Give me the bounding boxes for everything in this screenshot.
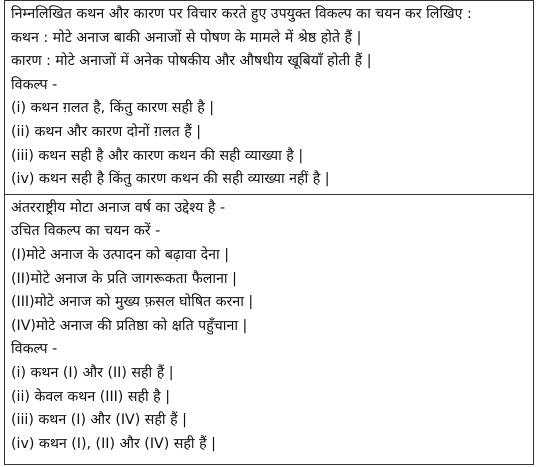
question-1-options-heading: विकल्प - [11, 76, 58, 93]
question-1-reason: कारण : मोटे अनाजों में अनेक पोषकीय और औषधीय खूबियाँ होती हैं | [11, 53, 372, 70]
question-1-option-iii: (iii) कथन सही है और कारण कथन की सही व्याख्या है | [11, 147, 304, 164]
question-2-title: अंतरराष्ट्रीय मोटा अनाज वर्ष का उद्देश्य है - [11, 199, 226, 216]
question-2-statement-2: (II)मोटे अनाज के प्रति जागरूकता फैलाना | [11, 270, 237, 287]
question-row-1 [5, 1, 534, 195]
question-1-option-ii: (ii) कथन और कारण दोनों ग़लत हैं | [11, 123, 202, 140]
question-2-statement-4: (IV)मोटे अनाज की प्रतिष्ठा को क्षति पहुँचाना | [11, 317, 248, 334]
question-2-option-ii: (ii) केवल कथन (III) सही है | [11, 388, 170, 405]
question-1-option-iv: (iv) कथन सही है किंतु कारण कथन की सही व्याख्या नहीं है | [11, 171, 330, 188]
question-2-instruction: उचित विकल्प का चयन करें - [11, 223, 161, 240]
question-2-option-iii: (iii) कथन (I) और (IV) सही हैं | [11, 412, 187, 429]
question-2-options-heading: विकल्प - [11, 341, 58, 358]
question-1-assertion: कथन : मोटे अनाज बाकी अनाजों से पोषण के मामले में श्रेष्ठ होते हैं | [11, 29, 362, 46]
question-2-statement-3: (III)मोटे अनाज को मुख्य फ़सल घोषित करना | [11, 294, 254, 311]
question-2-cell [5, 194, 534, 464]
question-2-option-i: (i) कथन (I) और (II) सही हैं | [11, 364, 174, 381]
question-1-cell [5, 1, 534, 195]
question-1-instruction: निम्नलिखित कथन और कारण पर विचार करते हुए उपयुक्त विकल्प का चयन कर लिखिए : [11, 6, 472, 22]
question-2-option-iv: (iv) कथन (I), (II) और (IV) सही हैं | [11, 435, 216, 452]
question-2-statement-1: (I)मोटे अनाज के उत्पादन को बढ़ावा देना | [11, 246, 230, 263]
question-row-2 [5, 194, 534, 464]
question-1-option-i: (i) कथन ग़लत है, किंतु कारण सही है | [11, 100, 215, 117]
questions-table [4, 0, 534, 465]
